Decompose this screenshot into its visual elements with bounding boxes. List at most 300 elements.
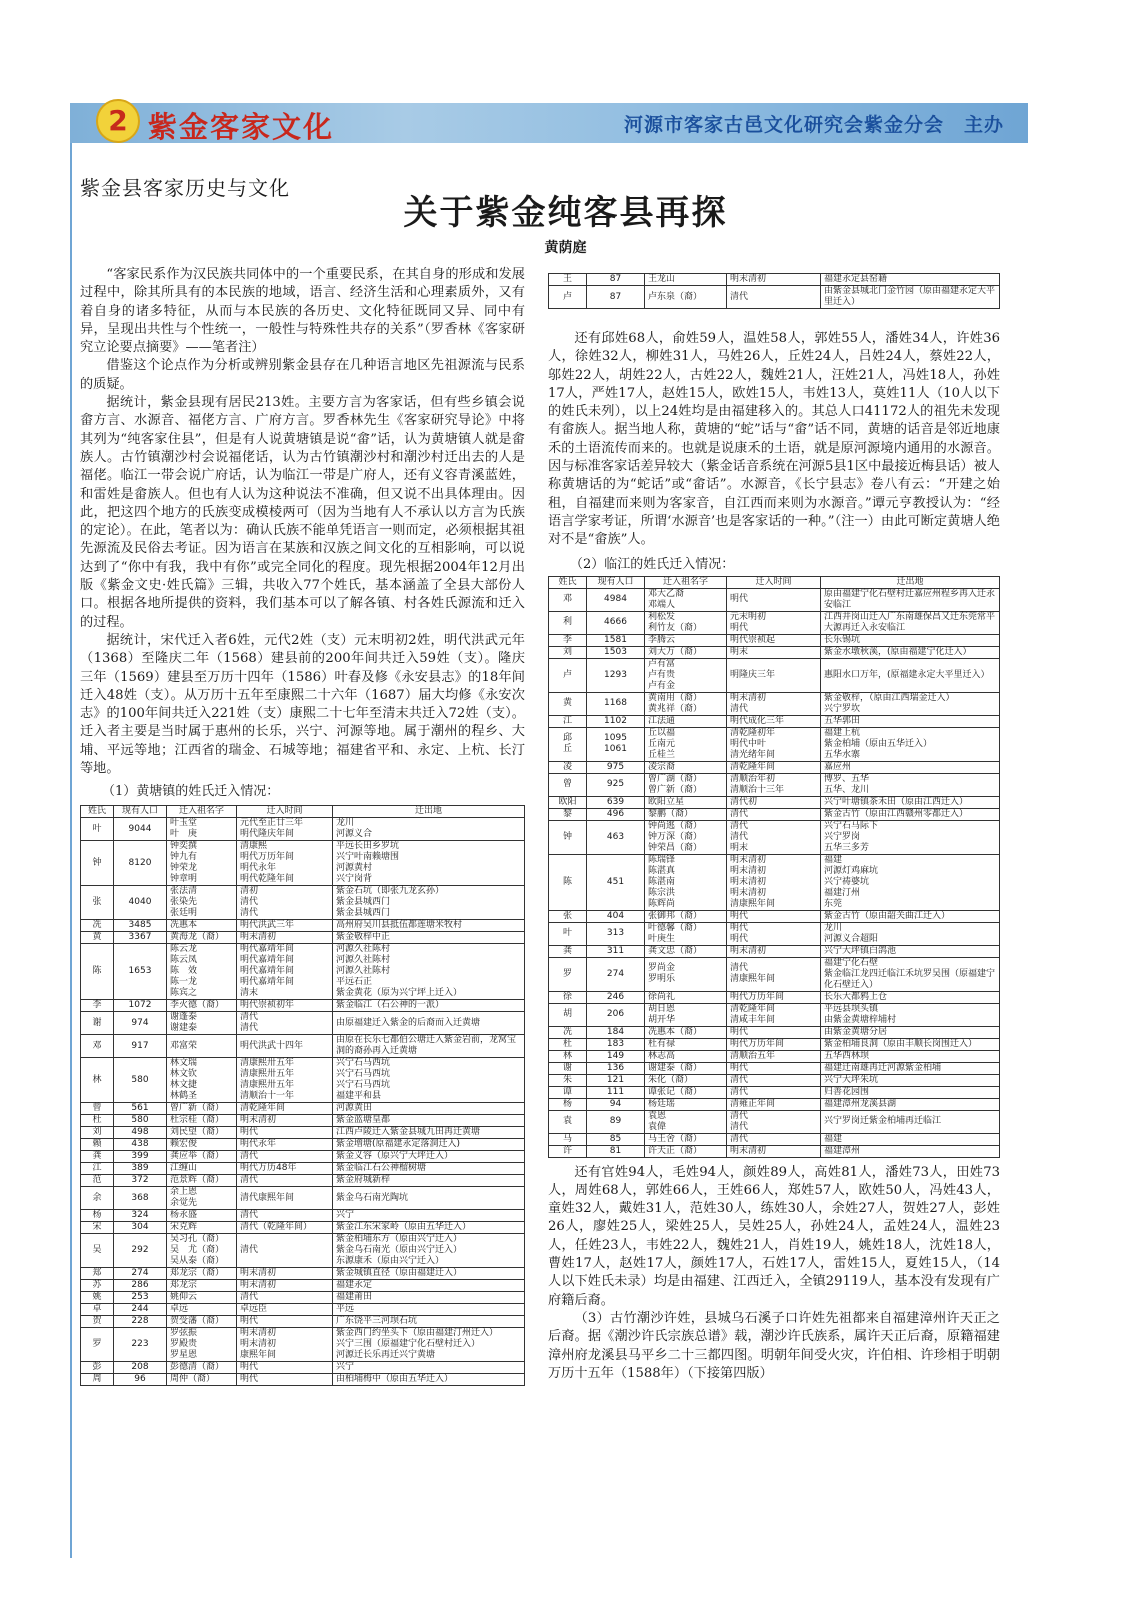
table-cell: 卢东泉（裔）: [645, 286, 727, 309]
table-row: [81, 1362, 525, 1374]
table-cell: 4666: [587, 611, 645, 634]
table-cell: 明代: [727, 910, 821, 922]
table-cell: 清顺治五年: [727, 1050, 821, 1062]
table-cell: 明末清初: [237, 1280, 333, 1292]
table-cell: 龚应举（裔）: [167, 1151, 237, 1163]
table-cell: 李: [81, 1000, 114, 1012]
table-cell: 399: [114, 1151, 167, 1163]
table-row: [549, 286, 1000, 309]
table-cell: 89: [587, 1110, 645, 1133]
table-cell: 81: [587, 1145, 645, 1157]
table-cell: 274: [114, 1268, 167, 1280]
table-cell: 明末: [727, 646, 821, 658]
table-cell: 兴宁: [333, 1362, 525, 1374]
table-cell: 冼惠本: [167, 920, 237, 932]
table-cell: 紫金古竹（原由韶关曲江迁入）: [821, 910, 1000, 922]
table-row: [549, 274, 1000, 286]
table-cell: 183: [587, 1038, 645, 1050]
table-cell: 彭德清（裔）: [167, 1362, 237, 1374]
table-cell: 龙川 河源义合: [333, 818, 525, 841]
column-title: 紫金县客家历史与文化: [80, 176, 290, 200]
table-cell: 江法通: [645, 715, 727, 727]
table-cell: 郑龙宗: [167, 1280, 237, 1292]
table-header-cell: 迁入祖名字: [167, 806, 237, 818]
table-row: [81, 1292, 525, 1304]
table-cell: 许: [549, 1145, 587, 1157]
table-cell: 94: [587, 1098, 645, 1110]
table-cell: 121: [587, 1074, 645, 1086]
table-cell: 9044: [114, 818, 167, 841]
table-cell: 紫金蓝塘皇都: [333, 1115, 525, 1127]
table-cell: 谭: [549, 1086, 587, 1098]
table-cell: 王: [549, 274, 587, 286]
table-cell: 苏: [81, 1280, 114, 1292]
table-cell: 谢: [549, 1062, 587, 1074]
table-cell: 江: [549, 715, 587, 727]
table-cell: 明末清初: [237, 1115, 333, 1127]
table-cell: 1168: [587, 692, 645, 715]
table-cell: 由紫金县城北门金竹园（原由福建永定大平里迁入）: [821, 286, 1000, 309]
table-cell: 邓: [549, 588, 587, 611]
table-cell: 杨: [549, 1098, 587, 1110]
table-cell: 清代: [727, 1074, 821, 1086]
table-cell: 紫金柏埔东方（原由兴宁迁入） 紫金乌石南光（原由兴宁迁入） 东源康禾（原由兴宁迁入）: [333, 1234, 525, 1268]
table-cell: 紫金西门约坐头下（原由福建汀州迁入） 兴宁三围（原福建宁化石壁村迁入） 河源迁长乐再迁兴宁黄塘: [333, 1328, 525, 1362]
table-cell: 463: [587, 820, 645, 854]
table-cell: 清代: [237, 1210, 333, 1222]
right-body-text-b: [548, 1164, 1000, 1384]
table-cell: 兴宁大坪镇白鸽池: [821, 945, 1000, 957]
table-cell: 林文瑞 林文钦 林文捷 林鹤圣: [167, 1058, 237, 1103]
table-cell: 郑龙宗（裔）: [167, 1268, 237, 1280]
table-row: [549, 796, 1000, 808]
table-row: [81, 1328, 525, 1362]
table-cell: 3367: [114, 932, 167, 944]
table-cell: 372: [114, 1175, 167, 1187]
table-cell: 清初 清代 清代: [237, 886, 333, 920]
table-row: [549, 991, 1000, 1003]
table-cell: 498: [114, 1127, 167, 1139]
table-cell: 4040: [114, 886, 167, 920]
table-cell: 由紫金黄塘分居: [821, 1026, 1000, 1038]
table-cell: 张御邦（裔）: [645, 910, 727, 922]
table-cell: 卓远: [167, 1304, 237, 1316]
table-cell: 五华郭田: [821, 715, 1000, 727]
table-cell: 紫金敬梓中正: [333, 932, 525, 944]
table-cell: 1095 1061: [587, 727, 645, 761]
table-cell: 兴宁: [333, 1210, 525, 1222]
table-cell: 黎鹏（裔）: [645, 808, 727, 820]
table-cell: 明代: [237, 1374, 333, 1386]
table-cell: 紫金石坑（即张九龙玄孙） 紫金县城西门 紫金县城西门: [333, 886, 525, 920]
organizer-text: 河源市客家古邑文化研究会紫金分会 主办: [623, 114, 1004, 136]
table-cell: 叶德馨（裔） 叶庚生: [645, 922, 727, 945]
table-row: [549, 922, 1000, 945]
table-row: [549, 957, 1000, 991]
table-row: [549, 1026, 1000, 1038]
table-row: [81, 944, 525, 1000]
table-cell: 袁恩 袁偉: [645, 1110, 727, 1133]
table-cell: 杜: [81, 1115, 114, 1127]
table-cell: 福建迁南雄再迁河源紫金柏埔: [821, 1062, 1000, 1074]
table-cell: 274: [587, 957, 645, 991]
table-cell: 福建莆田: [333, 1292, 525, 1304]
table-cell: 范: [81, 1175, 114, 1187]
table-cell: 张: [81, 886, 114, 920]
table-cell: 1581: [587, 634, 645, 646]
table-row: [549, 820, 1000, 854]
table-cell: 欧阳: [549, 796, 587, 808]
table-row: [549, 692, 1000, 715]
table-row: [549, 1110, 1000, 1133]
table-cell: 叶玉堂 叶 庚: [167, 818, 237, 841]
table-cell: 长乐锡坑: [821, 634, 1000, 646]
table-cell: 刘: [549, 646, 587, 658]
table-row: [549, 1145, 1000, 1157]
table-cell: 兴宁石马西坑 兴宁石马西坑 兴宁石马西坑 福建平和县: [333, 1058, 525, 1103]
table-row: [81, 932, 525, 944]
table-cell: 贺: [81, 1316, 114, 1328]
table-cell: 曾: [549, 773, 587, 796]
table-cell: 林志高: [645, 1050, 727, 1062]
table-cell: 叶: [549, 922, 587, 945]
table-wang-lu: [548, 273, 1000, 309]
table-cell: 谢蓬泰 谢建泰: [167, 1012, 237, 1035]
article-author: 黄荫庭: [544, 240, 587, 256]
paper-title: 紫金客家文化: [148, 110, 335, 144]
table-cell: 邱 丘: [549, 727, 587, 761]
table-row: [81, 886, 525, 920]
table-cell: 胡: [549, 1003, 587, 1026]
table-row: [549, 1062, 1000, 1074]
table-cell: 136: [587, 1062, 645, 1074]
table-cell: 184: [587, 1026, 645, 1038]
table-cell: 925: [587, 773, 645, 796]
table-cell: 张法清 张染先 张廷明: [167, 886, 237, 920]
table-cell: 邓大乙裔 邓端人: [645, 588, 727, 611]
table-cell: 徐尚礼: [645, 991, 727, 1003]
table-row: [81, 1187, 525, 1210]
table-cell: 马王舍（裔）: [645, 1133, 727, 1145]
table-cell: 389: [114, 1163, 167, 1175]
table-cell: 紫金义容（原兴宁大坪迁入）: [333, 1151, 525, 1163]
table-cell: 宋克辉: [167, 1222, 237, 1234]
table-row: [81, 841, 525, 886]
table-cell: 明代: [237, 1127, 333, 1139]
table-cell: 明代: [237, 1316, 333, 1328]
table-cell: 平远县坝头镇 由紫金黄塘梓埔村: [821, 1003, 1000, 1026]
table-cell: 清代（乾隆年间）: [237, 1222, 333, 1234]
table-cell: 欧阳立星: [645, 796, 727, 808]
table-row: [549, 658, 1000, 692]
table-cell: 王龙山: [645, 274, 727, 286]
table-cell: 利: [549, 611, 587, 634]
table-cell: 凌宗裔: [645, 761, 727, 773]
table-cell: 卓远臣: [237, 1304, 333, 1316]
table-cell: 明代: [727, 588, 821, 611]
table-cell: 清代: [727, 1086, 821, 1098]
table-cell: 明代洪武十四年: [237, 1035, 333, 1058]
table-cell: 明代永年: [237, 1139, 333, 1151]
table-header-cell: 现有人口: [114, 806, 167, 818]
table-cell: 元末明初 明代: [727, 611, 821, 634]
table-cell: 明代: [727, 1026, 821, 1038]
table-cell: 江西卢陵迁入紫金县城九田再迁黄塘: [333, 1127, 525, 1139]
table-cell: 紫金江东宋家岭（原由五华迁入）: [333, 1222, 525, 1234]
table-cell: 明隆庆三年: [727, 658, 821, 692]
table-row: [81, 1000, 525, 1012]
table-header-cell: 迁入时间: [237, 806, 333, 818]
table-cell: 罗: [81, 1328, 114, 1362]
table-cell: 明末清初: [727, 945, 821, 957]
table-cell: 李腾云: [645, 634, 727, 646]
table-row: [81, 1103, 525, 1115]
table-cell: 明末清初 明末清初 康熙年间: [237, 1328, 333, 1362]
table-cell: 钟奕撰 钟九有 钟荣龙 钟章明: [167, 841, 237, 886]
paragraph: 据统计，紫金县现有居民213姓。主要方言为客家话，但有些乡镇会说畲方言、水源音、福佬方言、广府方言。罗香林先生《客家研究导论》中将其列为“纯客家住县”，但是有人说黄塘镇是说“畲”话，认为黄塘镇人就是畲族人。古竹镇潮沙村会说福佬话，认为古竹镇潮沙村和潮沙村迁出去的人是福佬。临江一带会说广府话，认为临江一带是广府人，还有义容青溪蓝姓，和雷姓是畲族人。但也有人认为这种说法不准确，但又说不出具体理由。因此，把这四个地方的氏族变成模棱两可（因为当地有人不承认以方言为氏族的定论）。在此，笔者以为：确认氏族不能单凭语言一则而定，必须根据其祖先源流及民俗去考证。因为语言在某族和汉族之间文化的互相影响，可以说达到了“你中有我，我中有你”或完全同化的程度。现先根据2004年12月出版《紫金文史·姓氏篇》三辑，共收入77个姓氏，基本涵盖了全县大部份人口。根据各地所提供的资料，我们基本可以了解各镇、村各姓氏源流和迁入的过程。: [80, 395, 525, 630]
table-cell: 陈瑞锋 陈湛真 陈湛南 陈宗洪 陈辉尚: [645, 854, 727, 910]
table-cell: 明代成化三年: [727, 715, 821, 727]
table-cell: 福建宁化石壁 紫金临江龙四迁临江禾坑罗吴围（原福建宁化石壁迁入）: [821, 957, 1000, 991]
paragraph: 还有邱姓68人，俞姓59人，温姓58人，郭姓55人，潘姓34人，许姓36人，徐姓32人，柳姓31人，马姓26人，丘姓24人，吕姓24人，蔡姓22人，邬姓22人，胡姓22人，古姓22人，魏姓21人，汪姓21人，冯姓18人，孙姓17人，严姓17人，赵姓15人，欧姓15人，韦姓13人，莫姓11人（10人以下的姓氏未列），以上24姓均是由福建移入的。其总人口41172人的祖先未发现有畲族人。据当地人称，黄塘的“蛇”话与“畲”话不同，黄塘的话音是邻近地康禾的土语流传而来的。也就是说康禾的土语，就是原河源境内通用的水源音。因与标准客家话差异较大（紫金话音系统在河源5县1区中最接近梅县话）被人称黄塘话的为“蛇话”或“畲话”。水源音，《长宁县志》卷八有云：“开建之始租，自福建而来则为客家音，自江西而来则为水源音。”谭元亨教授认为：“经语言学家考证，所谓‘水源音’也是客家话的一种。”（注一）由此可断定黄塘人绝对不是“畲族”人。: [548, 331, 1000, 548]
table-cell: 吴: [81, 1234, 114, 1268]
table-cell: 368: [114, 1187, 167, 1210]
table-row: [549, 854, 1000, 910]
left-column: [80, 266, 525, 1386]
table-cell: 208: [114, 1362, 167, 1374]
table-cell: 清顺治年初 清顺治十三年: [727, 773, 821, 796]
table-cell: 清康熙 明代万历年间 明代永年 明代乾隆年间: [237, 841, 333, 886]
table-cell: 李火德（裔）: [167, 1000, 237, 1012]
table-cell: 杜有禄: [645, 1038, 727, 1050]
table-row: [81, 1268, 525, 1280]
table-row: [549, 910, 1000, 922]
table-cell: 钟: [549, 820, 587, 854]
table-cell: 黄: [549, 692, 587, 715]
table-cell: 曾广新（裔）: [167, 1103, 237, 1115]
left-rule-line: [70, 143, 72, 1558]
table-cell: 刘民望（裔）: [167, 1127, 237, 1139]
table-cell: 杜宗桂（裔）: [167, 1115, 237, 1127]
table-cell: 罗弦振 罗殿贵 罗星恩: [167, 1328, 237, 1362]
table-row: [549, 1003, 1000, 1026]
paragraph: 还有官姓94人，毛姓94人，颜姓89人，高姓81人，潘姓73人，田姓73人，周姓68人，郭姓66人，王姓66人，郑姓57人，欧姓50人，冯姓43人，童姓32人，戴姓31人，范姓30人，练姓30人，余姓27人，贺姓27人，彭姓26人，廖姓25人，梁姓25人，吴姓25人，孙姓24人，孟姓24人，温姓23人，任姓23人，韦姓22人，魏姓21人，肖姓19人，姚姓18人，沈姓18人，曹姓17人，赵姓17人，颜姓17人，石姓17人，雷姓15人，夏姓15人，（14人以下姓氏未录）均是由福建、江西迁入，全镇29119人，基本没有发现有广府籍后裔。: [548, 1164, 1000, 1308]
table-cell: 刘大万（裔）: [645, 646, 727, 658]
table-row: [549, 634, 1000, 646]
table-cell: 谭张记（裔）: [645, 1086, 727, 1098]
table-cell: 卢: [549, 658, 587, 692]
table-row: [549, 773, 1000, 796]
table-cell: 姚: [81, 1292, 114, 1304]
table-cell: 福建 河源灯鸡麻坑 兴宁祷婆坑 福建汀州 东莞: [821, 854, 1000, 910]
table-cell: 清代: [237, 1234, 333, 1268]
table-cell: 清代: [237, 1292, 333, 1304]
table-cell: 清代: [237, 1151, 333, 1163]
table-cell: 561: [114, 1103, 167, 1115]
table-cell: 周仲（裔）: [167, 1374, 237, 1386]
table-cell: 冼惠本（裔）: [645, 1026, 727, 1038]
table-cell: 292: [114, 1234, 167, 1268]
table-row: [549, 761, 1000, 773]
table-cell: 1653: [114, 944, 167, 1000]
table-cell: 黄南用（裔） 黄兆祥（裔）: [645, 692, 727, 715]
table-cell: 206: [587, 1003, 645, 1026]
header-banner: [70, 103, 1028, 143]
table-cell: 明代洪武三年: [237, 920, 333, 932]
table-cell: 639: [587, 796, 645, 808]
right-body-text-a: [548, 330, 1000, 550]
table-row: [549, 611, 1000, 634]
table-cell: 福建: [821, 1133, 1000, 1145]
table-cell: 253: [114, 1292, 167, 1304]
table-cell: 紫金乌石南光陶坑: [333, 1187, 525, 1210]
table-cell: 清康熙卅五年 清康熙卅五年 清康熙卅五年 清顺治十一年: [237, 1058, 333, 1103]
table-cell: 紫金临江（石公神的一派）: [333, 1000, 525, 1012]
table-cell: 博罗、五华 五华、龙川: [821, 773, 1000, 796]
table-cell: 原由福建宁化石壁村迁嘉应州程乡再入迁永安临江: [821, 588, 1000, 611]
table-cell: 明代万历年间: [727, 991, 821, 1003]
table-cell: 223: [114, 1328, 167, 1362]
article-title: 关于紫金纯客县再探: [403, 193, 728, 233]
table-cell: 谢: [81, 1012, 114, 1035]
table-row: [81, 1304, 525, 1316]
table-header-cell: 迁入祖名字: [645, 576, 727, 588]
table-cell: 404: [587, 910, 645, 922]
table-cell: 罗尚金 罗明乐: [645, 957, 727, 991]
right-column: [548, 330, 1000, 1383]
table-cell: 紫金府城新梓: [333, 1175, 525, 1187]
table-cell: 郑: [81, 1268, 114, 1280]
table-cell: 惠阳水口万年，(原福建永定大平里迁入）: [821, 658, 1000, 692]
table-cell: 438: [114, 1139, 167, 1151]
table-cell: 福建永定: [333, 1280, 525, 1292]
table-huangtang: [80, 805, 525, 1386]
table-header-cell: 姓氏: [549, 576, 587, 588]
table-cell: 87: [587, 286, 645, 309]
table-linjiang: [548, 576, 1000, 1158]
table-cell: 姚仰云: [167, 1292, 237, 1304]
table-cell: 杨: [81, 1210, 114, 1222]
table-cell: 明末清初 明末清初 明末清初 明末清初 清康熙年间: [727, 854, 821, 910]
table-cell: 杨永盛: [167, 1210, 237, 1222]
table-row: [81, 1222, 525, 1234]
paragraph: 据统计，宋代迁入者6姓，元代2姓（支）元末明初2姓，明代洪武元年（1368）至隆庆二年（1568）建县前的200年间共迁入59姓（支）。隆庆三年（1569）建县至万历十四年（1586）叶春及修《永安县志》的18年间迁入48姓（支）。从万历十五年至康熙二十六年（1687）届大均修《永安次志》的100年间共迁入221姓（支）康熙二十七年至清末共迁入72姓（支）。迁入者主要是当时属于惠州的长乐，兴宁、河源等地。属于潮州的程乡、大埔、平远等地；江西省的瑞金、石城等地；福建省平和、永定、上杭、长汀等地。: [80, 632, 525, 777]
table-cell: 清代初: [727, 796, 821, 808]
table-cell: 利松发 利竹友（裔）: [645, 611, 727, 634]
table-row: [81, 1035, 525, 1058]
table-cell: 974: [114, 1012, 167, 1035]
table-cell: 清代 清代 明末: [727, 820, 821, 854]
table-cell: 304: [114, 1222, 167, 1234]
table-row: [81, 1058, 525, 1103]
table-row: [81, 1280, 525, 1292]
table-cell: 曾广湖（裔） 曾广新（裔）: [645, 773, 727, 796]
table-cell: 紫金敬梓，（原由江西瑞金迁入） 兴宁罗坎: [821, 692, 1000, 715]
table-cell: 林: [81, 1058, 114, 1103]
table-cell: 清雍正年间: [727, 1098, 821, 1110]
table-header-cell: 迁出地: [333, 806, 525, 818]
table-cell: 彭: [81, 1362, 114, 1374]
table-cell: 刘: [81, 1127, 114, 1139]
table-header-cell: 迁入时间: [727, 576, 821, 588]
table-cell: 林: [549, 1050, 587, 1062]
table-cell: 余上恩 余觉先: [167, 1187, 237, 1210]
table-cell: 85: [587, 1133, 645, 1145]
table-cell: 清代康熙年间: [237, 1187, 333, 1210]
table-cell: 福建上杭 紫金柏埔（原由五华迁入） 五华水寨: [821, 727, 1000, 761]
table-cell: 496: [587, 808, 645, 820]
table-cell: 324: [114, 1210, 167, 1222]
table-cell: 清乾隆初年 明代中叶 清光绪年间: [727, 727, 821, 761]
table-cell: 清代 清康熙年间: [727, 957, 821, 991]
table-cell: 丘以福 丘南元 丘桂兰: [645, 727, 727, 761]
table-cell: 3485: [114, 920, 167, 932]
table-cell: 明代 明代: [727, 922, 821, 945]
table-cell: 228: [114, 1316, 167, 1328]
table-cell: 朱: [549, 1074, 587, 1086]
table-cell: 明末清初: [237, 1268, 333, 1280]
table-cell: 陈云龙 陈云凤 陈 效 陈一龙 陈宾之: [167, 944, 237, 1000]
table-cell: 贺受藩（裔）: [167, 1316, 237, 1328]
table-cell: 江西井岗山迁入广东南雄保昌又迁东莞常平大源再迁入永安临江: [821, 611, 1000, 634]
table-cell: 580: [114, 1058, 167, 1103]
table-cell: 江: [81, 1163, 114, 1175]
table-cell: 河源黄田: [333, 1103, 525, 1115]
table-row: [81, 1115, 525, 1127]
table-cell: 平远长田乡罗坑 兴宁叶南赖塘围 河源黄村 兴宁岗背: [333, 841, 525, 886]
table-cell: 卓: [81, 1304, 114, 1316]
table-row: [81, 1316, 525, 1328]
table-header-cell: 迁出地: [821, 576, 1000, 588]
table-cell: 清乾隆年间 清咸丰年间: [727, 1003, 821, 1026]
table-cell: 由原在长乐七都伯公塘迁入紫金岩前，龙窝宝洞的裔孙再入迁黄塘: [333, 1035, 525, 1058]
table-cell: 黄: [81, 932, 114, 944]
table-cell: 朱化（裔）: [645, 1074, 727, 1086]
table-row: [549, 1086, 1000, 1098]
table-cell: 钟尚逃（裔） 钟万深（裔） 钟荣昌（裔）: [645, 820, 727, 854]
table-cell: 叶: [81, 818, 114, 841]
table-cell: 福建漳州龙溪县湖: [821, 1098, 1000, 1110]
table-cell: 杨廷瑶: [645, 1098, 727, 1110]
table-cell: 明代崇祯初年: [237, 1000, 333, 1012]
table-cell: 96: [114, 1374, 167, 1386]
table-cell: 许天正（裔）: [645, 1145, 727, 1157]
table-cell: 313: [587, 922, 645, 945]
table-cell: 清代 清代: [237, 1012, 333, 1035]
table-row: [549, 1133, 1000, 1145]
table-cell: 胡日恩 胡开华: [645, 1003, 727, 1026]
table-cell: 1503: [587, 646, 645, 658]
table-cell: 明代嘉靖年间 明代嘉靖年间 明代嘉靖年间 明代嘉靖年间 清末: [237, 944, 333, 1000]
table-row: [549, 808, 1000, 820]
table-cell: 246: [587, 991, 645, 1003]
table-cell: 明代万历48年: [237, 1163, 333, 1175]
table-cell: 赖: [81, 1139, 114, 1151]
table-cell: 吴习孔（裔） 吴 尤（裔） 吴从泰（裔）: [167, 1234, 237, 1268]
table-cell: 286: [114, 1280, 167, 1292]
table-cell: 袁: [549, 1110, 587, 1133]
table-cell: 福建漳州: [821, 1145, 1000, 1157]
table-cell: 清乾隆年间: [237, 1103, 333, 1115]
table-cell: 卢有富 卢有贵 卢有金: [645, 658, 727, 692]
table-cell: 黎: [549, 808, 587, 820]
table-row: [549, 715, 1000, 727]
table-row: [549, 727, 1000, 761]
table-cell: 1072: [114, 1000, 167, 1012]
table-cell: 清代: [727, 1133, 821, 1145]
paragraph: （3）古竹潮沙许姓，县城乌石溪子口许姓先祖都来自福建漳州许天正之后裔。据《潮沙许氏宗族总谱》载，潮沙许氏族系，属许天正后裔，原籍福建漳州府龙溪县马平乡二十三都四图。明朝年间受火灾，许伯相、许珍相于明朝万历十五年（1588年）（下接第四版）: [548, 1310, 1000, 1381]
table-cell: 149: [587, 1050, 645, 1062]
